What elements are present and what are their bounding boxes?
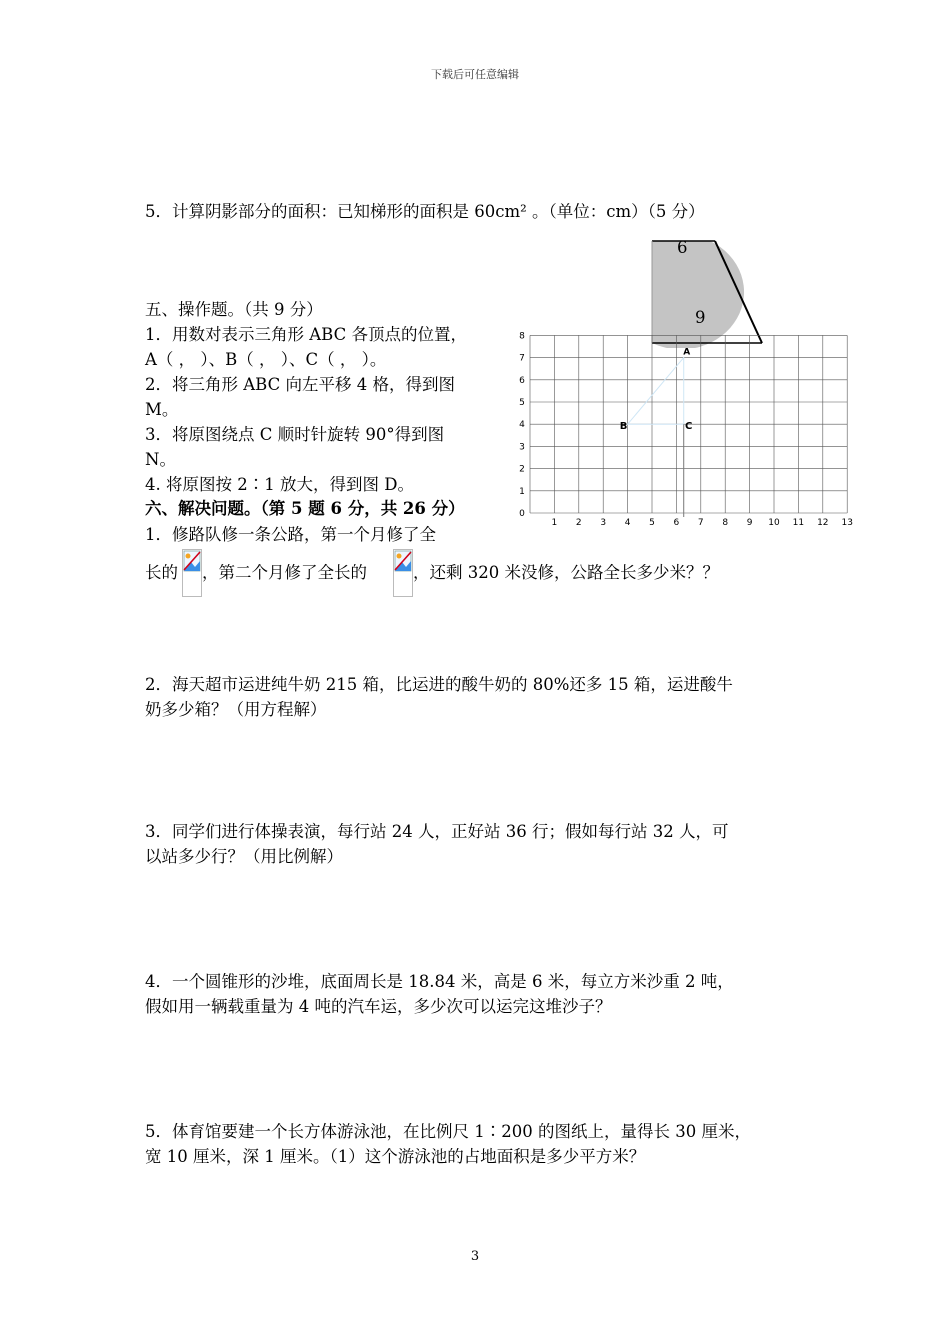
x-tick-label: 8 xyxy=(722,518,729,528)
q1-part-c: ，还剩 320 米没修，公路全长多少米？？ xyxy=(413,563,719,582)
section5-title: 五、操作题。（共 9 分） xyxy=(145,300,323,319)
q2-line-2: 奶多少箱？（用方程解） xyxy=(145,700,327,719)
y-tick-label: 1 xyxy=(519,486,525,497)
q3-line-1: 3．同学们进行体操表演，每行站 24 人，正好站 36 行；假如每行站 32 人，可 xyxy=(145,822,729,841)
broken-image-icon xyxy=(394,550,412,572)
q1-line-1: 1．修路队修一条公路，第一个月修了全 xyxy=(145,525,436,544)
page-header: 下载后可任意编辑 xyxy=(431,68,519,81)
section5-line-1: 1．用数对表示三角形 ABC 各顶点的位置， xyxy=(145,325,467,344)
q3-line-2: 以站多少行？（用比例解） xyxy=(145,847,343,866)
triangle-abc xyxy=(628,358,684,425)
x-tick-label: 10 xyxy=(768,518,780,528)
section6-title: 六、解决问题。（第 5 题 6 分，共 26 分） xyxy=(145,499,465,518)
section5-line-7: 4. 将原图按 2∶1 放大，得到图 D。 xyxy=(145,475,414,494)
x-tick-label: 3 xyxy=(600,518,607,528)
q5-geometry-text: 5．计算阴影部分的面积：已知梯形的面积是 60cm² 。（单位：cm）（5 分） xyxy=(145,202,705,221)
trapezoid-height-label: 9 xyxy=(695,308,706,327)
x-tick-label: 7 xyxy=(697,518,704,528)
y-tick-label: 4 xyxy=(519,420,525,431)
section5-line-5: 3．将原图绕点 C 顺时针旋转 90°得到图 xyxy=(145,425,445,444)
x-tick-label: 6 xyxy=(673,518,680,528)
q4-line-1: 4．一个圆锥形的沙堆，底面周长是 18.84 米，高是 6 米，每立方米沙重 2 吨， xyxy=(145,972,734,991)
coordinate-grid xyxy=(510,330,855,530)
trapezoid-top-label: 6 xyxy=(677,238,688,257)
x-tick-label: 2 xyxy=(575,518,582,528)
point-a-label: A xyxy=(683,347,691,358)
q1-part-b: ，第二个月修了全长的 xyxy=(202,563,367,582)
y-tick-label: 0 xyxy=(519,509,525,519)
y-tick-label: 2 xyxy=(519,464,525,475)
fraction-image-placeholder-2 xyxy=(393,549,413,597)
y-tick-label: 8 xyxy=(519,331,525,342)
fraction-image-placeholder-1 xyxy=(182,549,202,597)
x-tick-label: 11 xyxy=(792,518,805,528)
q1-part-a: 长的 xyxy=(145,563,178,582)
broken-image-icon xyxy=(183,550,201,572)
x-tick-label: 12 xyxy=(817,518,829,528)
q2-line-1: 2．海天超市运进纯牛奶 215 箱，比运进的酸牛奶的 80%还多 15 箱，运进酸牛 xyxy=(145,675,733,694)
x-tick-label: 4 xyxy=(624,518,631,528)
q5-line-1: 5．体育馆要建一个长方体游泳池，在比例尺 1∶200 的图纸上，量得长 30 厘米， xyxy=(145,1122,751,1141)
section5-line-4: M。 xyxy=(145,400,179,419)
section5-line-3: 2．将三角形 ABC 向左平移 4 格，得到图 xyxy=(145,375,455,394)
x-tick-label: 13 xyxy=(841,518,853,528)
point-b-label: B xyxy=(619,421,628,433)
section5-line-6: N。 xyxy=(145,450,176,469)
q5-line-2: 宽 10 厘米，深 1 厘米。（1）这个游泳池的占地面积是多少平方米？ xyxy=(145,1147,646,1166)
y-tick-label: 5 xyxy=(519,398,525,408)
q4-line-2: 假如用一辆载重量为 4 吨的汽车运，多少次可以运完这堆沙子？ xyxy=(145,997,612,1016)
y-tick-label: 7 xyxy=(519,353,525,364)
section5-line-2: A（ ， ）、B（ ， ）、C（ ， ）。 xyxy=(145,350,387,369)
grid-svg xyxy=(510,330,855,530)
x-tick-label: 1 xyxy=(551,518,558,528)
x-tick-label: 9 xyxy=(746,518,753,528)
x-tick-label: 5 xyxy=(649,518,655,528)
y-tick-label: 6 xyxy=(519,375,525,386)
y-tick-label: 3 xyxy=(519,442,525,453)
point-c-label: C xyxy=(685,421,693,433)
page-number: 3 xyxy=(470,1249,480,1264)
